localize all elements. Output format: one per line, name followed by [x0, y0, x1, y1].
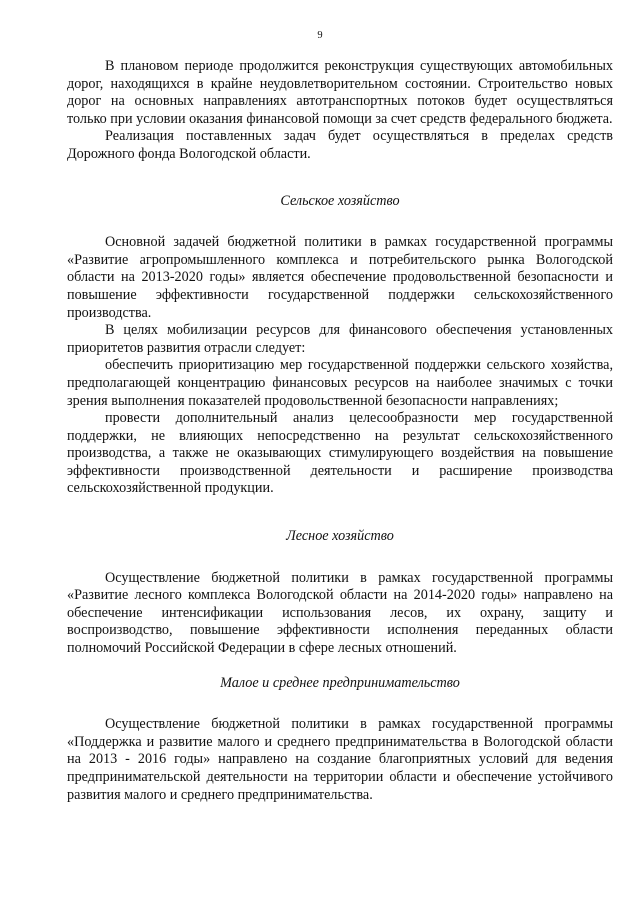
paragraph-road-reconstruction: В плановом периоде продолжится реконструкция существующих автомобильных дорог, находящихся в крайне неудовлетворительном состоянии. Строительство новых дорог на основных направлениях автотранспортных потоков будет осуществляться только при условии оказания финансовой помощи за счет средств федерального бюджета. — [67, 58, 613, 127]
paragraph-forestry-program: Осуществление бюджетной политики в рамках государственной программы «Развитие лесного комплекса Вологодской области на 2014-2020 годы» направлено на обеспечение интенсификации использования лесов, их охрану, защиту и воспроизводство, повышение эффективности исполнения переданных области полномочий Российской Федерации в сфере лесных отношений. — [67, 569, 613, 657]
paragraph-road-fund: Реализация поставленных задач будет осуществляться в пределах средств Дорожного фонда Вологодской области. — [67, 128, 613, 162]
paragraph-prioritization: обеспечить приоритизацию мер государственной поддержки сельского хозяйства, предполагающей концентрацию финансовых ресурсов на наиболее значимых с точки зрения выполнения показателей продовольственной безопасности направлениях; — [67, 357, 613, 409]
page-number: 9 — [317, 30, 323, 41]
paragraph-small-business-program: Осуществление бюджетной политики в рамках государственной программы «Поддержка и развитие малого и среднего предпринимательства в Вологодской области на 2013 - 2016 годы» направлено на создание благоприятных условий для ведения предпринимательской деятельности на территории области и обеспечение устойчивого развития малого и среднего предпринимательства. — [67, 716, 613, 803]
document-body — [67, 58, 613, 804]
paragraph-resource-mobilization: В целях мобилизации ресурсов для финансового обеспечения установленных приоритетов развития отрасли следует: — [67, 322, 613, 356]
paragraph-agriculture-goal: Основной задачей бюджетной политики в рамках государственной программы «Развитие агропромышленного комплекса и потребительского рынка Вологодской области на 2013-2020 годы» является обеспечение продовольственной безопасности и повышение эффективности государственной поддержки сельскохозяйственного производства. — [67, 234, 613, 321]
paragraph-additional-analysis: провести дополнительный анализ целесообразности мер государственной поддержки, не влияющих непосредственно на результат сельскохозяйственного производства, а также не оказывающих стимулирующего воздействия на повышение эффективности производственной деятельности и расширение производства сельскохозяйственной продукции. — [67, 410, 613, 497]
section-heading-small-business: Малое и среднее предпринимательство — [220, 674, 460, 691]
section-heading-agriculture: Сельское хозяйство — [280, 192, 400, 209]
section-heading-forestry: Лесное хозяйство — [286, 528, 394, 545]
